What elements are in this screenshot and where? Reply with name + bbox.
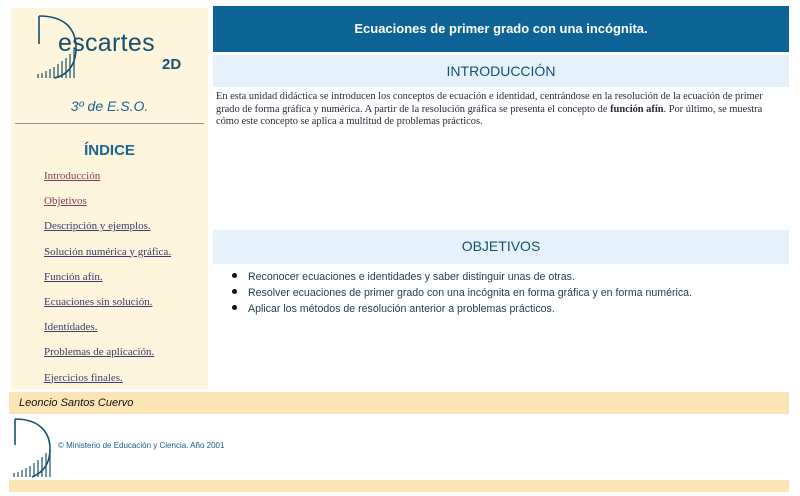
- index-link-funcion-afin[interactable]: Función afín.: [44, 270, 103, 283]
- logo-wordmark: escartes: [58, 29, 155, 57]
- sidebar: [11, 8, 208, 389]
- index-link-objetivos[interactable]: Objetivos: [44, 195, 87, 208]
- index-link-identidades[interactable]: Identidades.: [44, 321, 98, 334]
- index-list: [44, 167, 171, 394]
- bottom-bar: [9, 480, 789, 492]
- page-title: Ecuaciones de primer grado con una incógnita.: [354, 21, 648, 36]
- intro-paragraph: [216, 91, 786, 129]
- index-item: [44, 318, 171, 343]
- index-link-sin-solucion[interactable]: Ecuaciones sin solución.: [44, 295, 153, 308]
- bullet-icon: [232, 289, 237, 294]
- index-title: ÍNDICE: [84, 142, 135, 159]
- objective-item: [232, 271, 692, 287]
- index-item: [44, 192, 171, 217]
- index-item: [44, 369, 171, 394]
- objectives-list: [232, 271, 692, 319]
- descartes-d-icon: [12, 417, 56, 479]
- footer-logo: [12, 417, 56, 479]
- sidebar-divider: [15, 123, 204, 124]
- bullet-icon: [232, 273, 237, 278]
- intro-text-bold: función afín: [610, 103, 664, 115]
- objective-text: Reconocer ecuaciones e identidades y saber distinguir unas de otras.: [248, 271, 575, 283]
- objectives-heading-band: [213, 230, 789, 264]
- index-item: [44, 217, 171, 242]
- author-name: Leoncio Santos Cuervo: [19, 397, 134, 409]
- index-link-problemas[interactable]: Problemas de aplicación.: [44, 346, 155, 359]
- index-item: [44, 167, 171, 192]
- intro-heading-band: [213, 55, 789, 87]
- page-header: [213, 6, 789, 52]
- objective-item: [232, 303, 692, 319]
- intro-text-start: En esta unidad didáctica se introducen los conceptos de ecuación e identidad, centrándose en la resolución de la ecuación de primer grado de forma gráfica y numérica. A partir de la resolución gráfica se presenta el concepto de: [216, 91, 763, 115]
- index-item: [44, 293, 171, 318]
- index-item: [44, 343, 171, 368]
- index-item: [44, 243, 171, 268]
- intro-heading: INTRODUCCIÓN: [446, 63, 556, 79]
- course-level: 3º de E.S.O.: [70, 98, 149, 114]
- objective-text: Aplicar los métodos de resolución anterior a problemas prácticos.: [248, 303, 555, 315]
- index-link-descripcion[interactable]: Descripción y ejemplos.: [44, 220, 151, 233]
- objectives-heading: OBJETIVOS: [461, 238, 541, 254]
- index-item: [44, 268, 171, 293]
- objective-item: [232, 287, 692, 303]
- logo-2d-suffix: 2D: [162, 56, 182, 73]
- intro-text-end: . Por último, se muestra cómo este concepto se aplica a multitud de problemas prácticos.: [216, 103, 763, 128]
- copyright-notice: © Ministerio de Educación y Ciencia. Año 2001: [58, 441, 225, 450]
- descartes-logo: [36, 14, 196, 84]
- index-link-ejercicios[interactable]: Ejercicios finales.: [44, 371, 123, 384]
- author-bar: [9, 392, 789, 414]
- bullet-icon: [232, 305, 237, 310]
- index-link-introduccion[interactable]: Introducción: [44, 170, 101, 182]
- objective-text: Resolver ecuaciones de primer grado con una incógnita en forma gráfica y en forma numérica.: [248, 287, 692, 299]
- index-link-solucion[interactable]: Solución numérica y gráfica.: [44, 245, 172, 258]
